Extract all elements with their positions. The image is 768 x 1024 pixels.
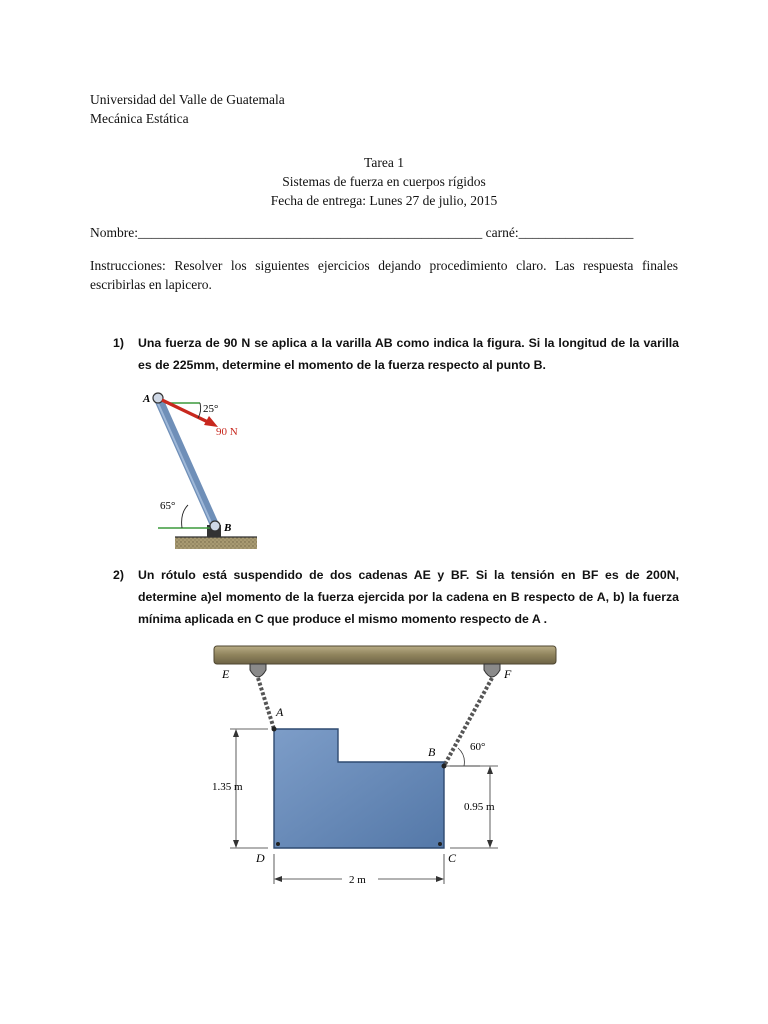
problem-number: 1) [113,336,124,350]
label-a: A [276,705,284,719]
problem-2 [113,564,679,630]
anchor-e [250,664,266,677]
due-date: Fecha de entrega: Lunes 27 de julio, 2015 [270,193,498,208]
label-f: F [504,667,512,681]
student-info-line [90,225,633,241]
ground [175,537,257,549]
label-c: C [448,851,457,865]
document-header [90,90,285,128]
problem-number: 2) [113,568,124,582]
title-block [0,153,768,210]
problem-1 [113,332,679,376]
id-blank: _________________ [518,225,634,240]
problem-text: Un rótulo está suspendido de dos cadenas AE y BF. Si la tensión en BF es de 200N, determine a)el momento de la fuerza ejercida por la cadena en B respecto de A, b) la fuerza mínima aplicada en C que produce el mismo momento respecto de A . [138,568,679,626]
problem-text: Una fuerza de 90 N se aplica a la varilla AB como indica la figura. Si la longitud de la varilla es de 225mm, determine el momento de la fuerza respecto al punto B. [138,336,679,372]
height-left-label: 1.35 m [212,781,243,793]
chain-ae [258,678,274,729]
label-a: A [143,393,151,405]
sign-plate [274,729,444,848]
assignment-title: Tarea 1 [364,155,404,170]
label-b: B [428,745,436,759]
name-label: Nombre: [90,225,138,240]
ceiling-beam [214,646,556,664]
height-right-label: 0.95 m [464,801,495,813]
assignment-topic: Sistemas de fuerza en cuerpos rígidos [282,174,486,189]
force-label: 90 N [216,426,238,438]
label-e: E [222,667,230,681]
angle-bottom-label: 65° [160,500,176,512]
instructions: Instrucciones: Resolver los siguientes ejercicios dejando procedimiento claro. Las respuesta finales escribirlas en lapicero. [90,258,678,292]
course-name: Mecánica Estática [90,111,189,126]
angle-top-label: 25° [203,403,219,415]
anchor-f [484,664,500,677]
university-name: Universidad del Valle de Guatemala [90,92,285,107]
name-blank: ___________________________________________________ [138,225,483,240]
figure-suspended-sign [208,640,570,890]
figure-rod-ab [140,385,270,555]
id-label: carné: [485,225,519,240]
label-b: B [224,522,232,534]
pin-b [210,521,220,531]
angle-label: 60° [470,741,486,753]
label-d: D [256,851,265,865]
width-label: 2 m [349,874,366,886]
angle-arc-bottom [182,505,188,528]
